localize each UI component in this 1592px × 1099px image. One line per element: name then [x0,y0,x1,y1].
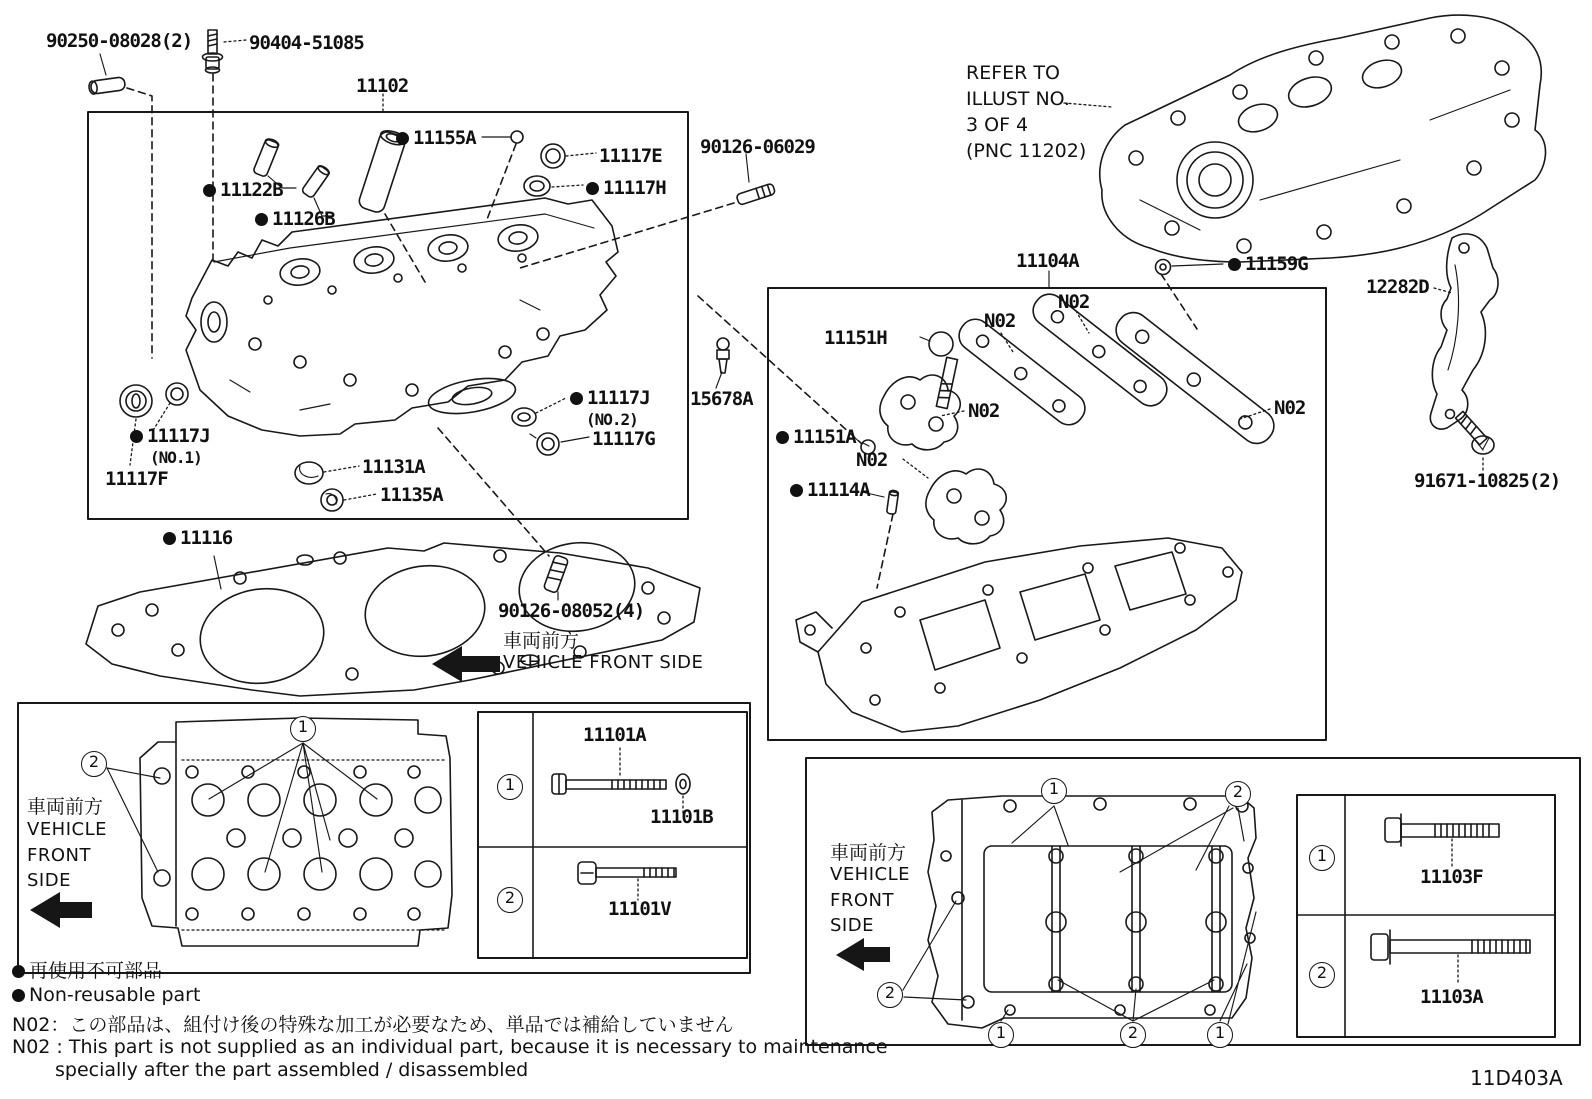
non-reusable-dot-icon [203,184,216,197]
part-label-11104a[interactable] [1016,250,1079,272]
head-stud-icon [543,555,568,594]
pin-icon [887,490,899,515]
pan-bolt-long-icon [1371,930,1530,984]
n02-label-5: N02 [856,449,888,471]
pan-callout-2-bottom: 2 [1120,1022,1146,1048]
legend-left-callout-2: 2 [497,887,523,913]
sub-bolt-icon [578,862,676,900]
dowel-pin-icon [88,77,125,95]
part-label-11135a[interactable] [380,484,443,506]
part-label-11117j-no2[interactable] [570,387,650,409]
bl-front-en3: SIDE [27,870,71,891]
non-reusable-dot-icon [12,989,25,1002]
part-label-11103a[interactable] [1420,986,1483,1008]
screw-plug2-icon [530,433,559,455]
br-front-jp: 車両前方 [830,842,907,864]
non-reusable-dot-icon [586,182,599,195]
legend-right-callout-2: 2 [1309,962,1335,988]
refer-line3: 3 OF 4 [966,114,1029,136]
front-arrow-icon [30,646,890,971]
pan-callout-2-left: 2 [877,982,903,1008]
front-side-en: VEHICLE FRONT SIDE [503,652,704,673]
part-label-11117g[interactable] [592,428,655,450]
oil-seal-icon [524,176,550,196]
part-number: 11155A [413,127,476,149]
part-number: 11126B [272,208,335,230]
non-reusable-dot-icon [396,132,409,145]
part-label-90404[interactable] [249,32,364,54]
part-number: 90250-08028(2) [46,30,193,52]
part-label-90126-08052[interactable] [498,600,644,622]
refer-note [966,60,1086,164]
camshaft-plug-icon [541,144,565,168]
pan-bolt-short-icon [1385,814,1499,866]
spiral-plug-icon [321,489,343,511]
part-number: 11101B [650,806,713,828]
note-nonreusable-en [12,984,200,1006]
part-number: 11103A [1420,986,1483,1008]
part-number: 11151H [824,327,887,349]
part-label-11117e[interactable] [599,145,662,167]
stud-bolt-icon [736,183,776,205]
part-number: 90404-51085 [249,32,364,54]
n02-label-2: N02 [1058,291,1090,313]
pan-callout-2-top: 2 [1225,781,1251,807]
part-number: 11117G [592,428,655,450]
non-reusable-dot-icon [776,431,789,444]
part-number: 11101V [608,898,671,920]
part-number: 11159G [1245,253,1308,275]
part-number: 11103F [1420,866,1483,888]
part-label-11102[interactable] [356,75,408,97]
br-front-en1: VEHICLE [830,864,910,885]
part-number: 11102 [356,75,409,97]
rocker-bolt-icon [929,332,958,409]
part-number: 11135A [380,484,443,506]
bl-front-en2: FRONT [27,845,91,866]
part-number: 90126-06029 [700,136,815,158]
non-reusable-dot-icon [130,430,143,443]
part-label-11103f[interactable] [1420,866,1483,888]
part-number: 90126-08052(4) [498,600,645,622]
part-label-11114a[interactable] [790,479,870,501]
part-label-11151h[interactable] [824,327,887,349]
part-number: 11117E [599,145,662,167]
non-reusable-dot-icon [1228,258,1241,271]
br-front-en2: FRONT [830,890,894,911]
part-label-11151a[interactable] [776,426,856,448]
head-bolt-icon [552,748,666,794]
screw-plug-icon [120,385,152,417]
part-number: 11131A [362,456,425,478]
union-bolt-icon [203,30,223,73]
valve-guide-icon [253,128,408,214]
note-n02-en1: N02 : This part is not supplied as an individual part, because it is necessary to maintenance [12,1036,888,1058]
part-label-11101b[interactable] [650,806,713,828]
part-sublabel-no2: (NO.2) [586,410,638,429]
part-label-11126b[interactable] [255,208,335,230]
part-number: 12282D [1366,276,1429,298]
part-number: 11101A [583,724,646,746]
callout-1: 1 [290,716,316,742]
cup-plug-icon [295,462,323,484]
callout-2: 2 [81,751,107,777]
part-number: 11122B [220,179,283,201]
part-label-11101v[interactable] [608,898,671,920]
part-label-90126-06029[interactable] [700,136,815,158]
part-label-11122b[interactable] [203,179,283,201]
note-nonreusable-jp [12,956,162,983]
br-front-en3: SIDE [830,915,874,936]
part-number: 11117J [147,425,210,447]
part-label-11155a[interactable] [396,127,476,149]
legend-left-callout-1: 1 [497,774,523,800]
part-number: 15678A [690,388,753,410]
part-label-11131a[interactable] [362,456,425,478]
part-label-11117j-no1[interactable] [130,425,210,447]
non-reusable-dot-icon [255,213,268,226]
part-label-15678a[interactable] [690,388,753,410]
gasket-ring-icon [166,383,188,405]
part-number: 91671-10825(2) [1414,470,1561,492]
part-label-11117f[interactable] [105,468,168,490]
part-label-11101a[interactable] [583,724,646,746]
part-number: 11117F [105,468,168,490]
bl-front-jp: 車両前方 [27,796,104,818]
head-top-view-drawing [107,718,452,946]
part-label-90250[interactable] [46,30,192,52]
n02-label-1: N02 [984,310,1016,332]
part-number: 11116 [180,527,233,549]
note-text: Non-reusable part [29,984,201,1006]
refer-line2: ILLUST NO. [966,88,1070,110]
pan-callout-1-top: 1 [1041,778,1067,804]
bracket-drawing [1430,234,1498,429]
non-reusable-dot-icon [12,965,25,978]
part-label-91671[interactable] [1414,470,1560,492]
note-n02-jp: N02：この部品は、組付け後の特殊な加工が必要なため、単品では補給していません [12,1014,734,1036]
non-reusable-dot-icon [163,532,176,545]
note-n02-en2: specially after the part assembled / disassembled [55,1059,529,1081]
cylinder-head-drawing [186,198,618,436]
part-label-11116[interactable] [163,527,232,549]
oil-pan-top-view-drawing [903,796,1256,1028]
washer-icon [1156,260,1171,275]
sensor-icon [717,338,729,373]
part-number: 11151A [793,426,856,448]
part-number: 11104A [1016,250,1079,272]
part-number: 11114A [807,479,870,501]
part-number: 11117H [603,177,666,199]
pan-callout-1-bottom-right: 1 [1207,1022,1233,1048]
frame-boxes [18,112,1580,1045]
part-label-11159g[interactable] [1228,253,1308,275]
legend-right-callout-1: 1 [1309,845,1335,871]
n02-label-3: N02 [968,400,1000,422]
n02-label-4: N02 [1274,397,1306,419]
refer-line4: (PNC 11202) [966,140,1087,162]
bearing-caps-drawing [880,288,1280,544]
bl-front-en1: VEHICLE [27,819,107,840]
gasket-ring2-icon [512,408,536,426]
cam-housing-drawing [796,538,1242,732]
part-number: 11117J [587,387,650,409]
note-text: 再使用不可部品 [29,960,163,982]
refer-line1: REFER TO [966,62,1060,84]
figure-code: 11D403A [1470,1066,1563,1090]
valve-cover-drawing [1064,15,1546,262]
pan-callout-1-bottom: 1 [988,1022,1014,1048]
front-side-jp: 車両前方 [503,630,580,652]
non-reusable-dot-icon [570,392,583,405]
part-label-12282d[interactable] [1366,276,1429,298]
part-sublabel-no1: (NO.1) [150,448,202,467]
part-label-11117h[interactable] [586,177,666,199]
non-reusable-dot-icon [790,484,803,497]
